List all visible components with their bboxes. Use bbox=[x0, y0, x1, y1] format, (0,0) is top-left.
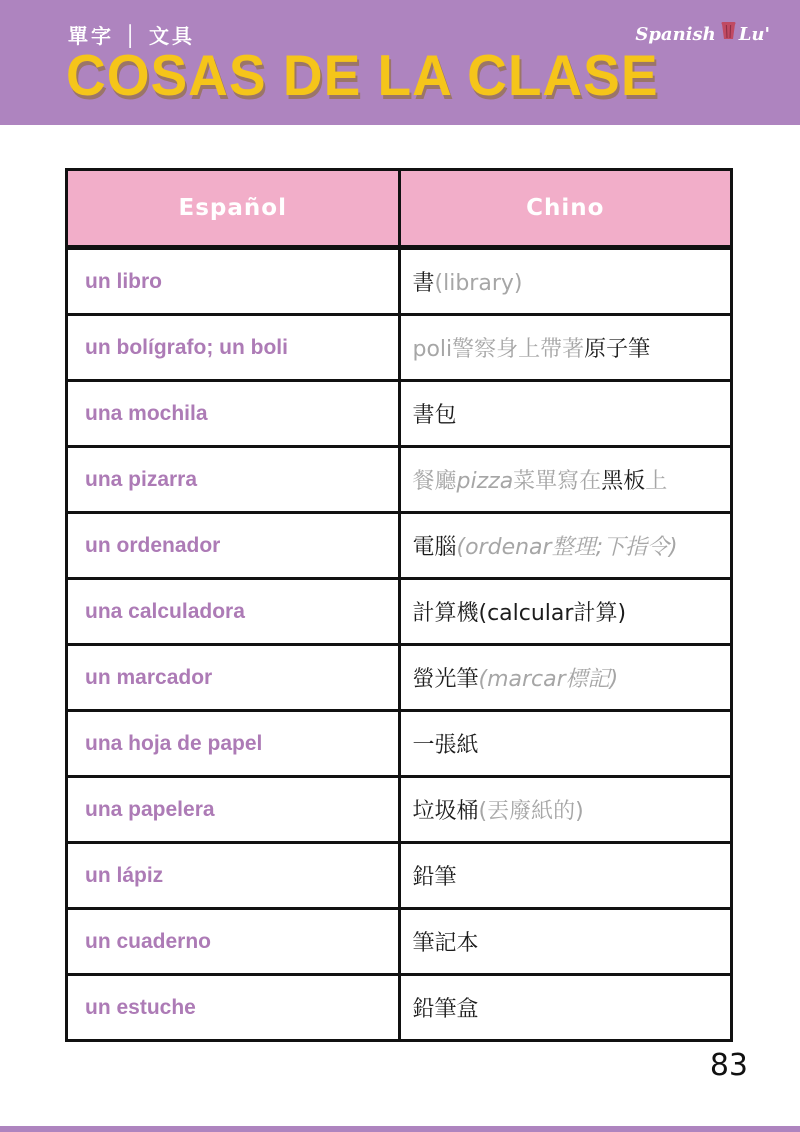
spanish-term: un marcador bbox=[67, 645, 400, 711]
footer-strip bbox=[0, 1126, 800, 1132]
chinese-translation bbox=[399, 447, 732, 513]
translation-segment: 螢光筆 bbox=[412, 667, 479, 692]
column-header-chino: Chino bbox=[399, 170, 732, 248]
table-row bbox=[67, 975, 732, 1041]
spanish-term: un ordenador bbox=[67, 513, 400, 579]
chinese-translation bbox=[399, 248, 732, 315]
table-row bbox=[67, 909, 732, 975]
table-row bbox=[67, 447, 732, 513]
chinese-translation bbox=[399, 975, 732, 1041]
translation-segment: 鉛筆盒 bbox=[412, 997, 479, 1022]
spanish-term: una pizarra bbox=[67, 447, 400, 513]
logo-text-spanish: Spanish bbox=[635, 23, 716, 45]
spanish-term: una mochila bbox=[67, 381, 400, 447]
translation-segment: 鉛筆 bbox=[412, 865, 457, 890]
translation-segment: (丟廢紙的) bbox=[478, 799, 584, 824]
translation-segment: 一張紙 bbox=[412, 733, 479, 758]
translation-segment: 計算機(calcular計算) bbox=[412, 601, 627, 626]
chinese-translation bbox=[399, 843, 732, 909]
translation-segment: 書包 bbox=[412, 403, 457, 428]
translation-segment: (ordenar整理;下指令) bbox=[456, 535, 678, 560]
spanish-term: un cuaderno bbox=[67, 909, 400, 975]
chinese-translation bbox=[399, 381, 732, 447]
translation-segment: 黑板 bbox=[601, 469, 646, 494]
chinese-translation bbox=[399, 711, 732, 777]
vocab-table-body bbox=[67, 248, 732, 1041]
spanish-term: un estuche bbox=[67, 975, 400, 1041]
chinese-translation bbox=[399, 777, 732, 843]
page-title: COSAS DE LA CLASE bbox=[66, 42, 659, 108]
translation-segment: pizza bbox=[456, 469, 514, 494]
chinese-translation bbox=[399, 579, 732, 645]
translation-segment: poli警察身上帶著 bbox=[412, 337, 585, 362]
table-row bbox=[67, 381, 732, 447]
header-row bbox=[67, 170, 732, 248]
translation-segment: 原子筆 bbox=[584, 337, 651, 362]
table-row bbox=[67, 315, 732, 381]
table-row bbox=[67, 579, 732, 645]
spanish-term: un bolígrafo; un boli bbox=[67, 315, 400, 381]
header-banner bbox=[0, 0, 800, 125]
translation-segment: 筆記本 bbox=[412, 931, 479, 956]
spanish-term: una papelera bbox=[67, 777, 400, 843]
table-row bbox=[67, 513, 732, 579]
chinese-translation bbox=[399, 513, 732, 579]
translation-segment: (marcar標記) bbox=[478, 667, 619, 692]
chinese-translation bbox=[399, 645, 732, 711]
table-row bbox=[67, 645, 732, 711]
cup-icon bbox=[721, 21, 736, 45]
translation-segment: (library) bbox=[434, 271, 523, 296]
table-row bbox=[67, 777, 732, 843]
column-header-espanol: Español bbox=[67, 170, 400, 248]
logo-text-lu: Lu' bbox=[738, 23, 770, 45]
translation-segment: 電腦 bbox=[412, 535, 457, 560]
spanish-term: una calculadora bbox=[67, 579, 400, 645]
translation-segment: 書 bbox=[412, 271, 435, 296]
page-number: 83 bbox=[709, 1048, 748, 1083]
spanish-term: un lápiz bbox=[67, 843, 400, 909]
spanish-term: una hoja de papel bbox=[67, 711, 400, 777]
table-row bbox=[67, 711, 732, 777]
vocab-table bbox=[65, 168, 733, 1042]
chinese-translation bbox=[399, 909, 732, 975]
translation-segment: 垃圾桶 bbox=[412, 799, 479, 824]
category-label: 單字 │ 文具 bbox=[68, 23, 195, 48]
table-row bbox=[67, 248, 732, 315]
vocab-table-head bbox=[67, 170, 732, 248]
spanish-term: un libro bbox=[67, 248, 400, 315]
translation-segment: 菜單寫在 bbox=[513, 469, 602, 494]
chinese-translation bbox=[399, 315, 732, 381]
translation-segment: 上 bbox=[645, 469, 668, 494]
translation-segment: 餐廳 bbox=[412, 469, 457, 494]
table-row bbox=[67, 843, 732, 909]
